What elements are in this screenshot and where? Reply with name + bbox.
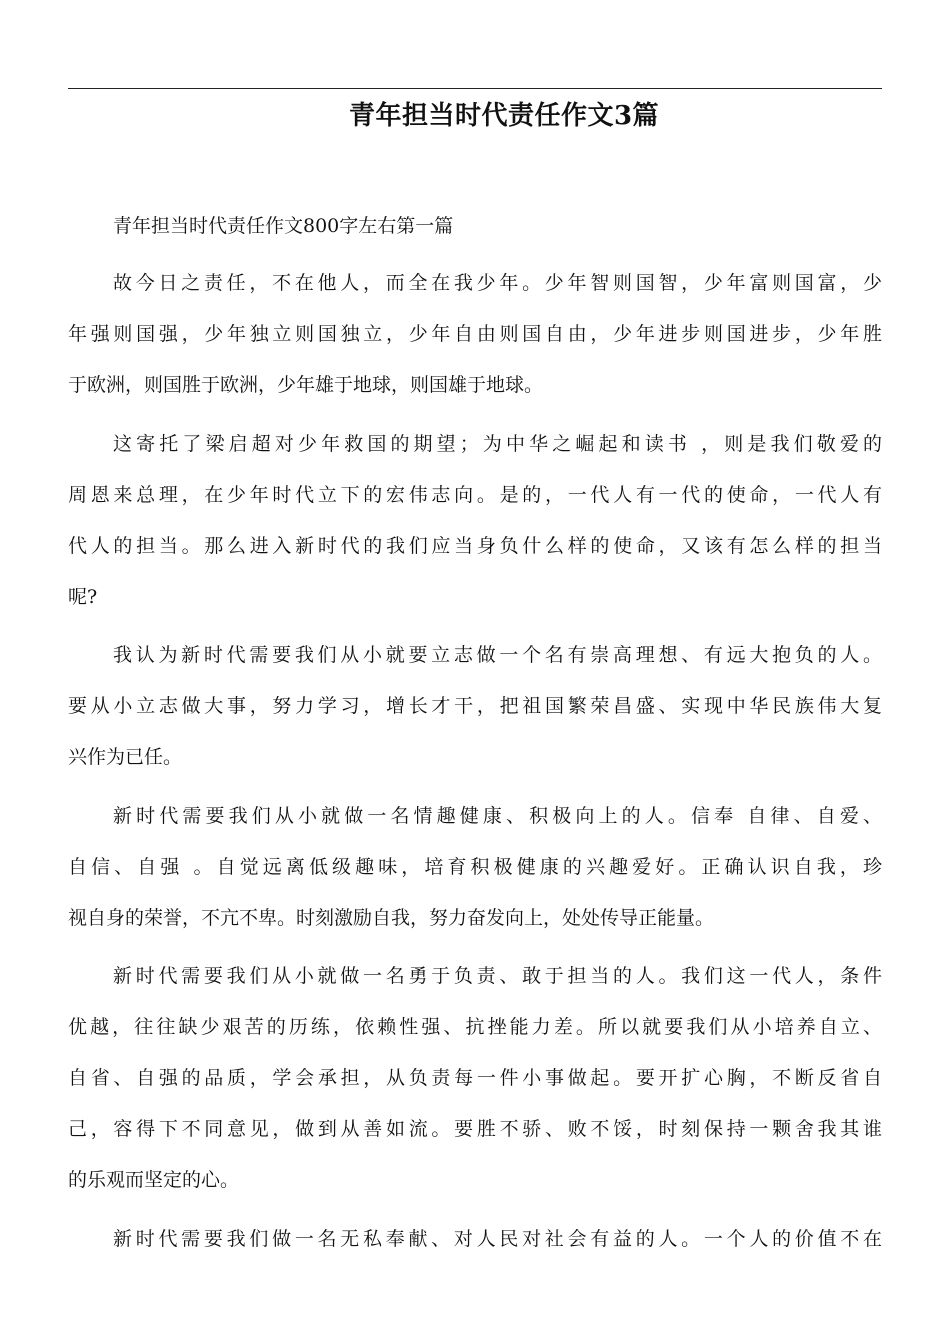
paragraph-line: 兴作为已任。	[68, 746, 183, 768]
document-body	[68, 204, 882, 1272]
paragraph-line: 自省、自强的品质，学会承担，从负责每一件小事做起。要开扩心胸，不断反省自	[68, 1067, 882, 1089]
paragraph-line: 周恩来总理，在少年时代立下的宏伟志向。是的，一代人有一代的使命，一代人有	[68, 483, 882, 506]
paragraph-line: 的乐观而坚定的心。	[68, 1169, 240, 1191]
paragraph-line: 故今日之责任，不在他人，而全在我少年。少年智则国智，少年富则国富，少	[113, 272, 882, 294]
paragraph-line: 优越，往往缺少艰苦的历练，依赖性强、抗挫能力差。所以就要我们从小培养自立、	[68, 1016, 882, 1038]
paragraph-line: 己，容得下不同意见，做到从善如流。要胜不骄、败不馁，时刻保持一颗舍我其谁	[68, 1118, 882, 1140]
paragraph-line: 新时代需要我们做一名无私奉献、对人民对社会有益的人。一个人的价值不在	[113, 1227, 882, 1250]
paragraph-line: 我认为新时代需要我们从小就要立志做一个名有崇高理想、有远大抱负的人。	[113, 644, 882, 666]
paragraph-line: 代人的担当。那么进入新时代的我们应当身负什么样的使命，又该有怎么样的担当	[68, 534, 882, 557]
paragraph	[68, 1214, 882, 1265]
paragraph	[68, 258, 882, 411]
paragraph-line: 视自身的荣誉，不亢不卑。时刻激励自我，努力奋发向上，处处传导正能量。	[68, 906, 715, 929]
essay-subtitle: 青年担当时代责任作文800字左右第一篇	[113, 215, 454, 237]
paragraph-line: 自信、自强 。自觉远离低级趣味，培育积极健康的兴趣爱好。正确认识自我，珍	[68, 855, 882, 878]
paragraph-line: 要从小立志做大事，努力学习，增长才干，把祖国繁荣昌盛、实现中华民族伟大复	[68, 695, 882, 717]
paragraph-line: 这寄托了梁启超对少年救国的期望；为中华之崛起和读书 ，则是我们敬爱的	[113, 432, 882, 455]
paragraph-line: 新时代需要我们从小就做一名情趣健康、积极向上的人。信奉 自律、自爱、	[113, 804, 882, 827]
paragraph	[68, 630, 882, 783]
paragraph-line: 新时代需要我们从小就做一名勇于负责、敢于担当的人。我们这一代人，条件	[113, 965, 882, 987]
header-rule	[68, 88, 882, 89]
paragraph-list	[68, 258, 882, 1265]
paragraph-line: 年强则国强，少年独立则国独立，少年自由则国自由，少年进步则国进步，少年胜	[68, 323, 882, 345]
document-title: 青年担当时代责任作文3篇	[348, 101, 660, 131]
paragraph	[68, 951, 882, 1206]
paragraph	[68, 419, 882, 623]
paragraph-line: 于欧洲，则国胜于欧洲，少年雄于地球，则国雄于地球。	[68, 374, 544, 396]
paragraph	[68, 791, 882, 944]
paragraph-line: 呢?	[68, 585, 98, 608]
